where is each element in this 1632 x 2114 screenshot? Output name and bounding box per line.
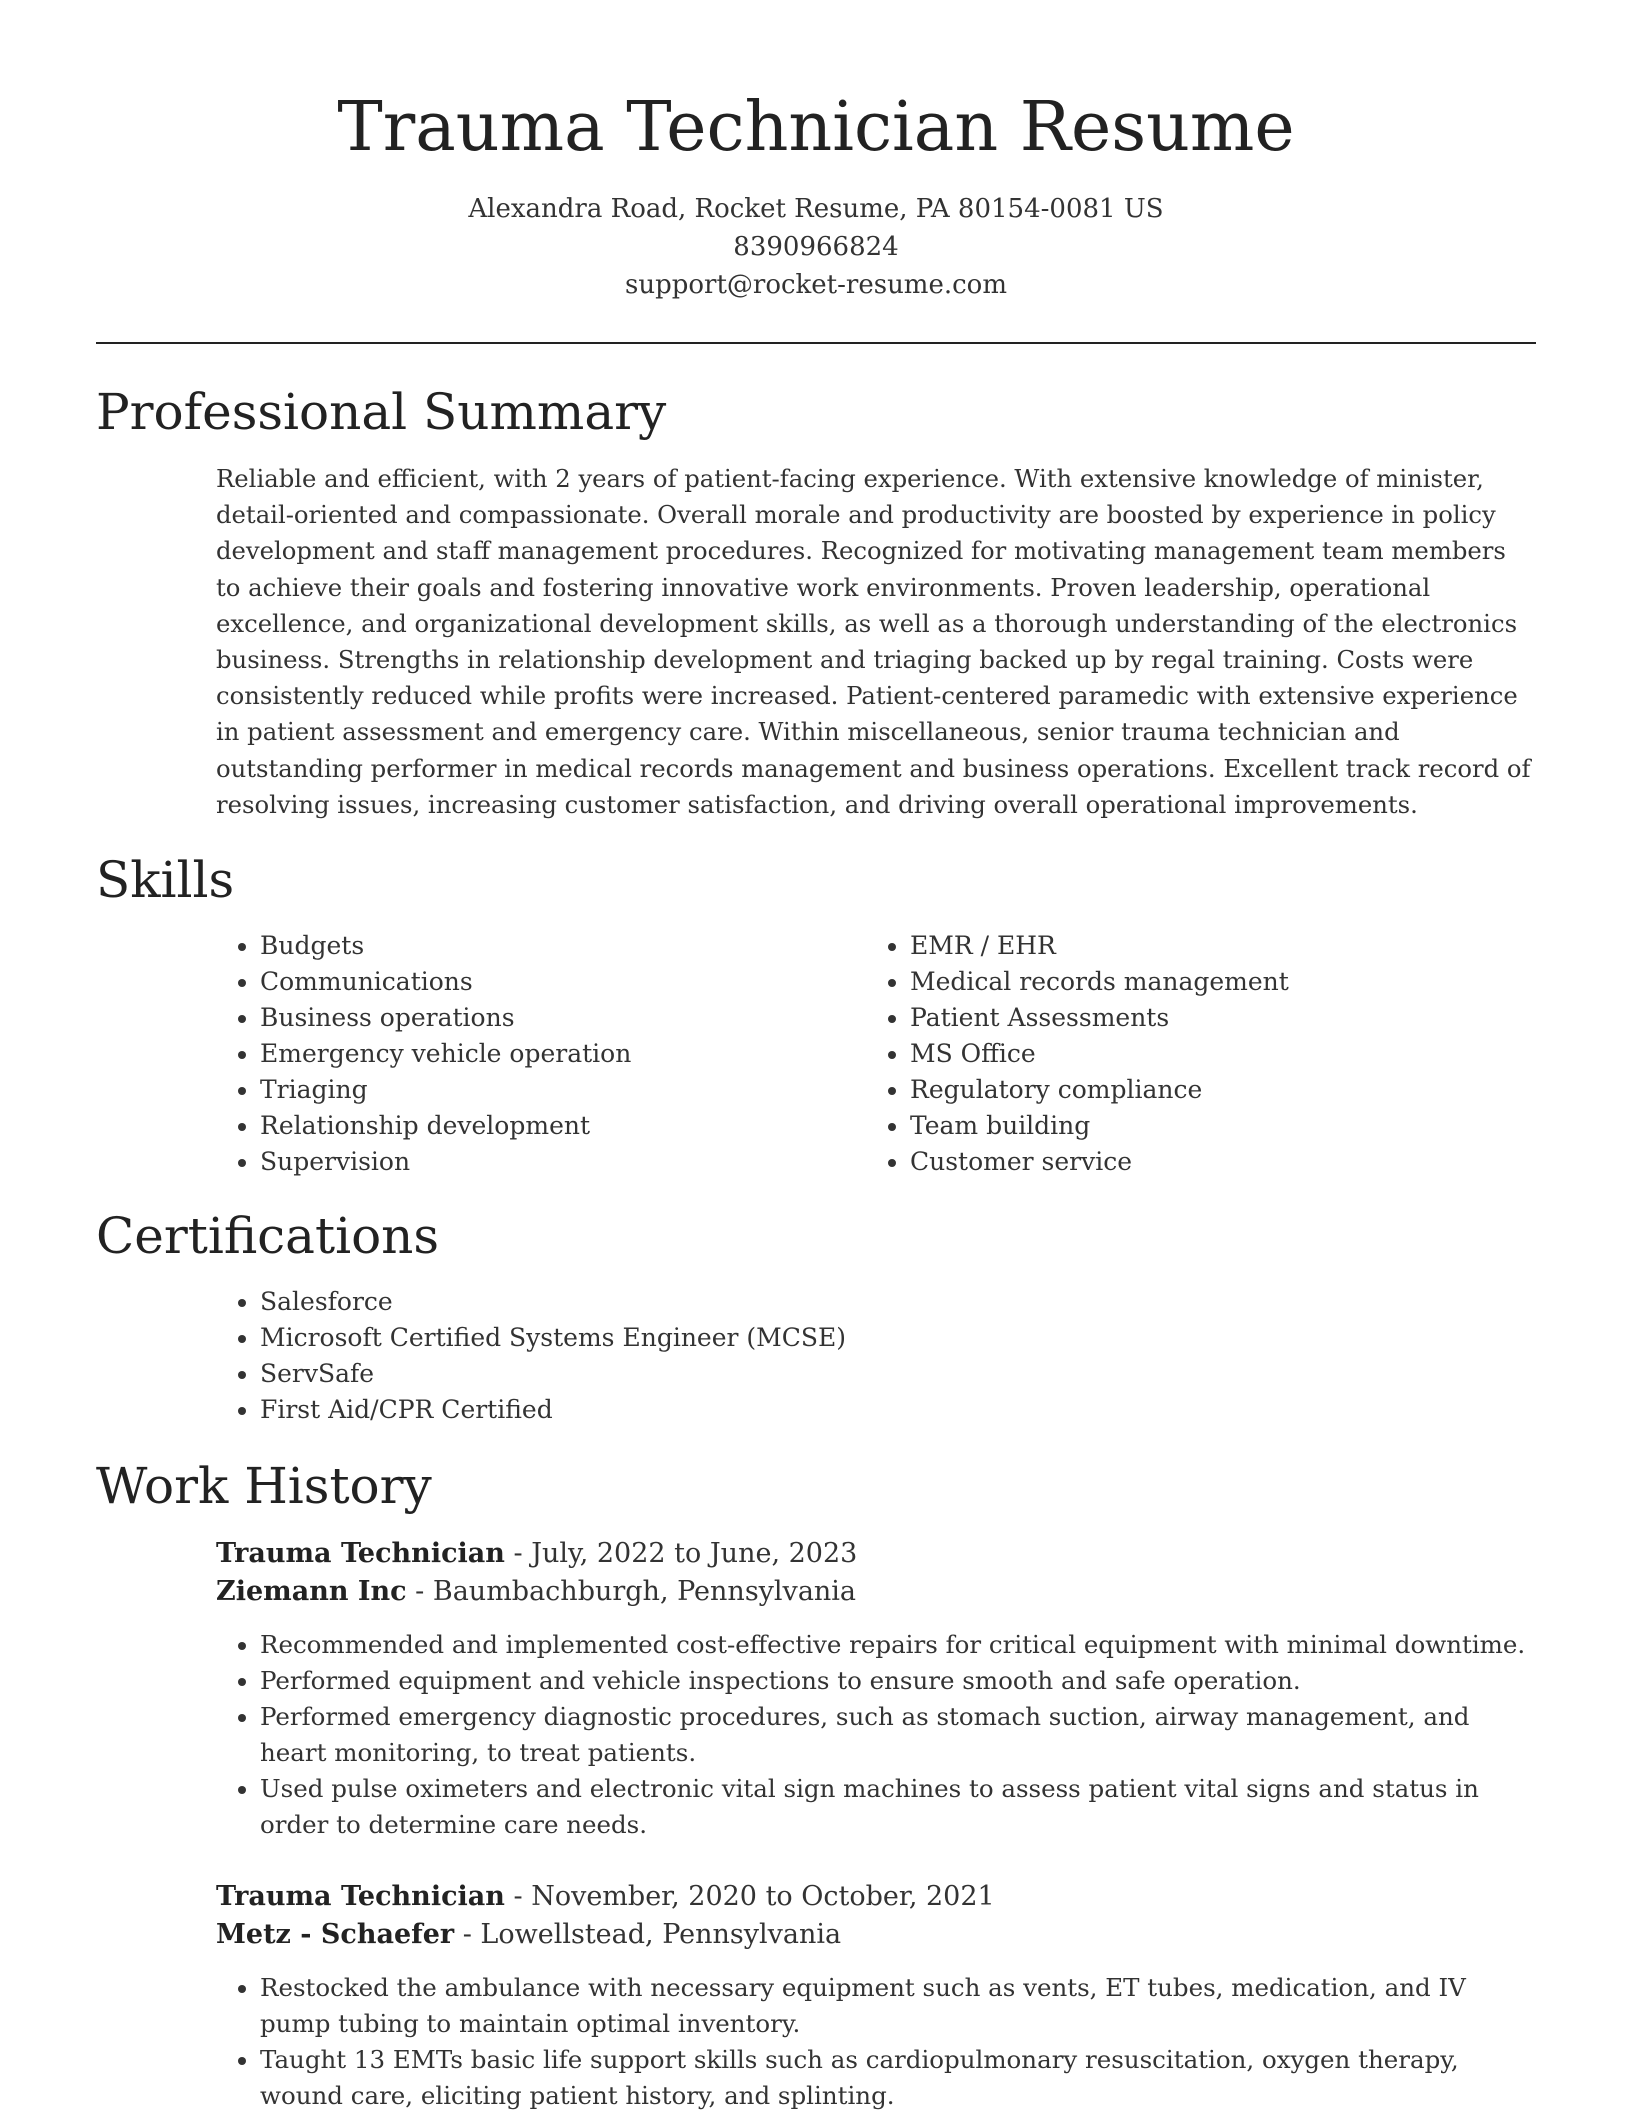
skill-item: • Emergency vehicle operation [260, 1036, 631, 1072]
job-bullet: • Performed equipment and vehicle inspections to ensure smooth and safe operation. [260, 1663, 1536, 1699]
skill-item: • EMR / EHR [910, 928, 1289, 964]
skills-left-column [216, 928, 631, 1180]
job-title-line [216, 1878, 1536, 1916]
skill-item: • Relationship development [260, 1108, 631, 1144]
certification-item: • First Aid/CPR Certified [260, 1392, 846, 1428]
job-title-line [216, 1535, 1536, 1573]
job-company-line [216, 1573, 1536, 1611]
skill-item: • Medical records management [910, 964, 1289, 1000]
skill-item: • Patient Assessments [910, 1000, 1289, 1036]
skill-item: • MS Office [910, 1036, 1289, 1072]
address: Alexandra Road, Rocket Resume, PA 80154-0081 US [468, 194, 1164, 224]
skill-item: • Supervision [260, 1144, 631, 1180]
work-history-heading: Work History [96, 1457, 432, 1515]
skill-item: • Triaging [260, 1072, 631, 1108]
phone: 8390966824 [733, 232, 899, 262]
skill-item: • Budgets [260, 928, 631, 964]
job-entry [216, 1878, 1536, 2114]
contact-block [0, 190, 1632, 304]
job-bullets [216, 1627, 1536, 1843]
skills-right-column [866, 928, 1289, 1180]
job-location: - Lowellstead, Pennsylvania [454, 1919, 842, 1950]
resume-header [0, 0, 1632, 304]
skill-item: • Regulatory compliance [910, 1072, 1289, 1108]
skill-item: • Communications [260, 964, 631, 1000]
certifications-heading: Certifications [96, 1207, 440, 1265]
certification-item: • ServSafe [260, 1356, 846, 1392]
summary-text: Reliable and efficient, with 2 years of patient-facing experience. With extensive knowledge of minister, detail-oriented and compassionate. Overall morale and productivity are boosted by experience in policy development and staff management procedures. Recognized for motivating management team members to achieve their goals and fostering innovative work environments. Proven leadership, operational excellence, and organizational development skills, as well as a thorough understanding of the electronics business. Strengths in relationship development and triaging backed up by regal training. Costs were consistently reduced while profits were increased. Patient-centered paramedic with extensive experience in patient assessment and emergency care. Within miscellaneous, senior trauma technician and outstanding performer in medical records management and business operations. Excellent track record of resolving issues, increasing customer satisfaction, and driving overall operational improvements. [216, 464, 1531, 819]
job-bullet: • Performed emergency diagnostic procedures, such as stomach suction, airway management, and heart monitoring, to treat patients. [260, 1699, 1536, 1771]
skill-item: • Team building [910, 1108, 1289, 1144]
job-bullet: • Restocked the ambulance with necessary equipment such as vents, ET tubes, medication, and IV pump tubing to maintain optimal inventory. [260, 1970, 1536, 2042]
certifications-list [216, 1284, 846, 1428]
header-divider [96, 342, 1536, 344]
email: support@rocket-resume.com [624, 270, 1007, 300]
certification-item: • Salesforce [260, 1284, 846, 1320]
summary-heading: Professional Summary [96, 383, 667, 441]
job-company: Ziemann Inc [216, 1576, 407, 1607]
job-company-line [216, 1916, 1536, 1954]
job-dates: - November, 2020 to October, 2021 [504, 1881, 995, 1912]
resume-title: Trauma Technician Resume [337, 88, 1295, 167]
job-title: Trauma Technician [216, 1538, 505, 1569]
job-bullets [216, 1970, 1536, 2114]
skill-item: • Customer service [910, 1144, 1289, 1180]
job-bullet: • Used pulse oximeters and electronic vital sign machines to assess patient vital signs and status in order to determine care needs. [260, 1771, 1536, 1843]
job-location: - Baumbachburgh, Pennsylvania [406, 1576, 857, 1607]
job-dates: - July, 2022 to June, 2023 [504, 1538, 858, 1569]
job-bullet: • Taught 13 EMTs basic life support skills such as cardiopulmonary resuscitation, oxygen therapy, wound care, eliciting patient history, and splinting. [260, 2042, 1536, 2114]
job-entry [216, 1535, 1536, 1843]
job-title: Trauma Technician [216, 1881, 505, 1912]
job-company: Metz - Schaefer [216, 1919, 455, 1950]
skills-heading: Skills [96, 851, 235, 909]
skill-item: • Business operations [260, 1000, 631, 1036]
certification-item: • Microsoft Certified Systems Engineer (MCSE) [260, 1320, 846, 1356]
job-bullet: • Recommended and implemented cost-effective repairs for critical equipment with minimal downtime. [260, 1627, 1536, 1663]
